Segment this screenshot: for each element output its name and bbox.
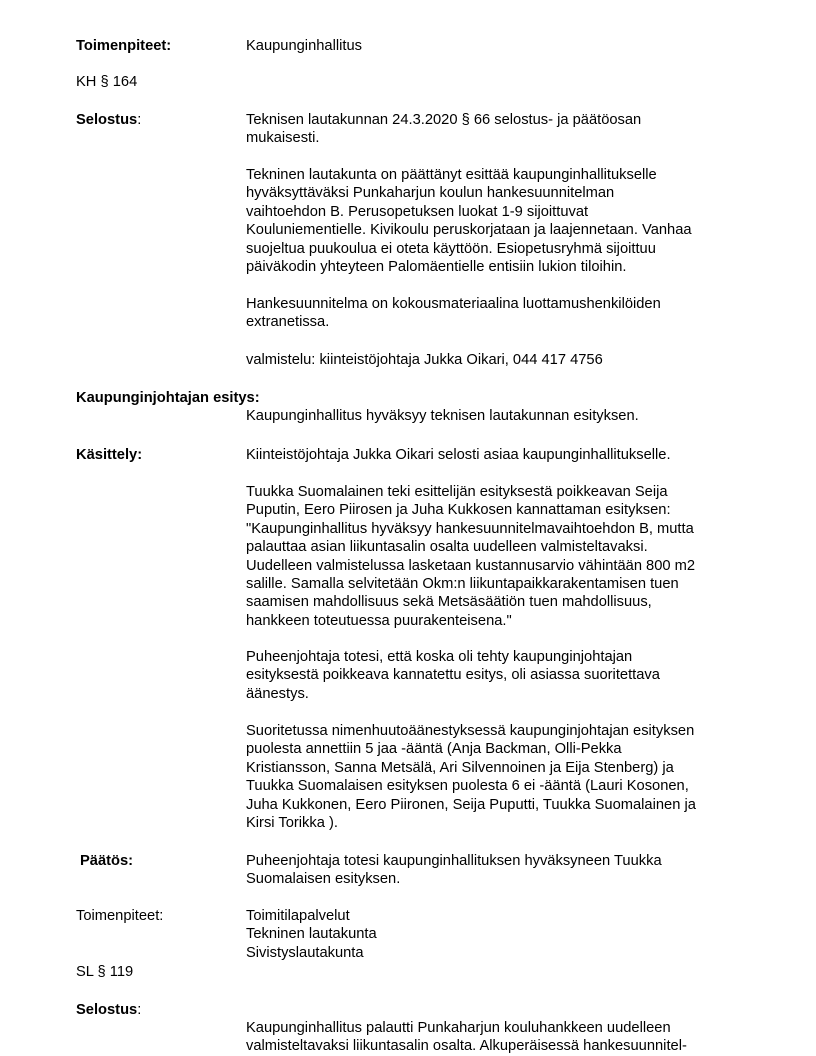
section-label-selostus-2 — [76, 1001, 141, 1019]
selostus-paragraph: Teknisen lautakunnan 24.3.2020 § 66 selostus- ja päätöosan mukaisesti. — [246, 112, 642, 147]
kasittely-paragraph: Tuukka Suomalainen teki esittelijän esityksestä poikkeavan Seija Puputin, Eero Piirosen ja Juha Kukkosen kannattaman esityksen: "Kaupunginhallitus hyväksyy hankesuunnitelmavaihtoehdon B, mutta palauttaa asian liikuntasalin osalta uudelleen valmisteltavaksi. Uudelleen valmistelussa lasketaan kustannusarvio vähintään 800 m2 salille. Samalla selvitetään Okm:n liikuntapaikkarakentamisen tuen saamisen mahdollisuus sekä Metsäsäätiön tuen mahdollisuus, hankkeen toteutuessa puurakenteisena." — [246, 484, 696, 629]
section-label-selostus-2-colon: : — [137, 1002, 142, 1018]
section-text-selostus-2: Kaupunginhallitus palautti Punkaharjun kouluhankkeen uudelleen valmisteltavaksi liikuntasalin osalta. Alkuperäisessä hankesuunnitel- — [246, 1020, 687, 1055]
kasittely-paragraph: Puheenjohtaja totesi, että koska oli tehty kaupunginjohtajan esityksestä poikkeava kannatettu esitys, oli asiassa suoritettava äänestys. — [246, 649, 660, 702]
section-label-selostus-colon: : — [137, 112, 142, 128]
section-label-toimenpiteet: Toimenpiteet: — [76, 38, 172, 54]
section-ref-sl: SL § 119 — [76, 964, 134, 980]
section-text-esitys: Kaupunginhallitus hyväksyy teknisen lautakunnan esityksen. — [246, 408, 639, 424]
section-label-selostus-text: Selostus — [76, 112, 138, 128]
section-label-toimenpiteet-2: Toimenpiteet: — [76, 908, 164, 924]
selostus-paragraph: valmistelu: kiinteistöjohtaja Jukka Oikari, 044 417 4756 — [246, 352, 603, 368]
section-label-selostus — [76, 111, 141, 129]
section-ref-kh: KH § 164 — [76, 74, 138, 90]
section-text-paatos: Puheenjohtaja totesi kaupunginhallituksen hyväksyneen Tuukka Suomalaisen esityksen. — [246, 853, 662, 888]
section-label-kaupunginjohtajan-esitys: Kaupunginjohtajan esitys: — [76, 390, 260, 406]
kasittely-paragraph: Kiinteistöjohtaja Jukka Oikari selosti asiaa kaupunginhallitukselle. — [246, 447, 671, 463]
kasittely-paragraph: Suoritetussa nimenhuutoäänestyksessä kaupunginjohtajan esityksen puolesta annettiin 5 jaa -ääntä (Anja Backman, Olli-Pekka Kristiansson, Sanna Metsälä, Ari Silvennoinen ja Eija Stenberg) ja Tuukka Suomalaisen esityksen puolesta 6 ei -ääntä (Lauri Kosonen, Juha Kukkonen, Eero Piironen, Seija Puputti, Tuukka Suomalainen ja Kirsi Torikka ). — [246, 723, 696, 832]
section-text-kaupunginhallitus: Kaupunginhallitus — [246, 38, 362, 54]
selostus-paragraph: Hankesuunnitelma on kokousmateriaalina luottamushenkilöiden extranetissa. — [246, 296, 661, 331]
section-label-paatos: Päätös: — [80, 853, 134, 869]
section-label-selostus-2-text: Selostus — [76, 1002, 138, 1018]
section-label-kasittely: Käsittely: — [76, 447, 143, 463]
selostus-paragraph: Tekninen lautakunta on päättänyt esittää kaupunginhallitukselle hyväksyttäväksi Punkaharjun koulun hankesuunnitelman vaihtoehdon B. Perusopetuksen luokat 1-9 sijoittuvat Kouluniementielle. Kivikoulu peruskorjataan ja laajennetaan. Vanhaa suojeltua puukoulua ei oteta käyttöön. Esiopetusryhmä sijoittuu päiväkodin yhteyteen Palomäentielle entisiin lukion tiloihin. — [246, 167, 692, 276]
section-text-toimenpiteet-2: Toimitilapalvelut Tekninen lautakunta Sivistyslautakunta — [246, 908, 377, 961]
